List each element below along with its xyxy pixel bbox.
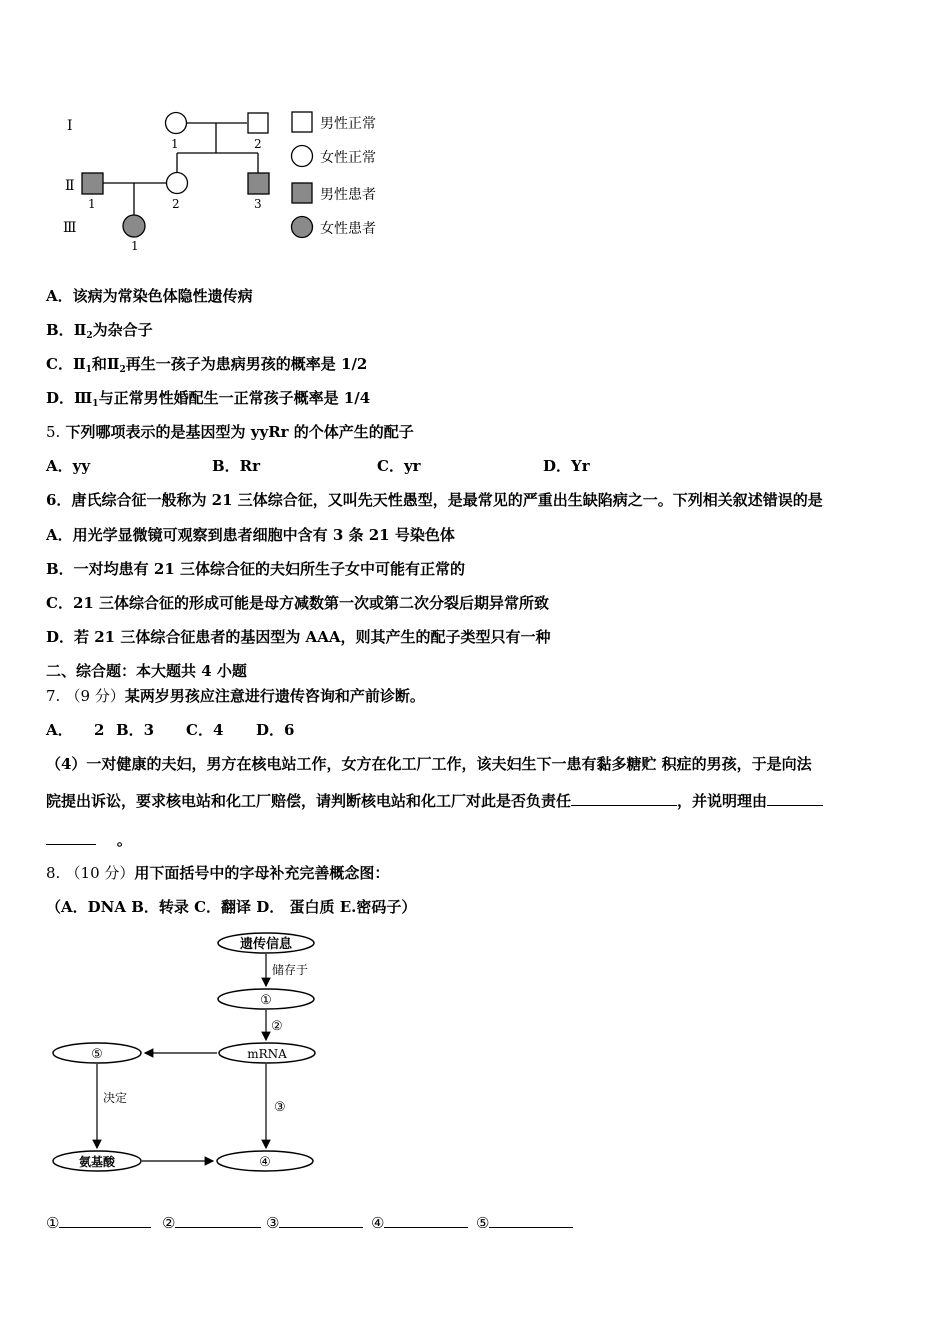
svg-text:④: ④: [259, 1155, 271, 1170]
legend-male-normal: 男性正常: [320, 116, 376, 132]
legend-female-affected: 女性患者: [320, 221, 376, 237]
q7-answer-blank-2[interactable]: [767, 791, 823, 806]
blank-3[interactable]: ③: [266, 1213, 363, 1232]
svg-text:储存于: 储存于: [272, 963, 309, 977]
q7-answer-blank-1[interactable]: [571, 791, 677, 806]
q4-option-b: B．$Ⅱ_2$为杂合子: [46, 321, 153, 341]
legend-male-affected: 男性患者: [320, 187, 376, 203]
svg-text:②: ②: [271, 1019, 283, 1034]
q7-part4-line2: 院提出诉讼，要求核电站和化工厂赔偿，请判断核电站和化工厂对此是否负责任 ，并说明理由: [46, 791, 823, 811]
q5-stem: 5. 下列哪项表示的是基因型为 yyRr 的个体产生的配子: [46, 423, 414, 441]
iii1-female-affected: [123, 215, 145, 237]
num-ii3: 3: [254, 197, 262, 211]
legend-male-affected-symbol: [292, 183, 312, 203]
q7-answer-blank-2-cont[interactable]: [46, 830, 96, 845]
num-i2: 2: [254, 137, 262, 151]
i2-male-normal: [248, 113, 268, 133]
svg-text:氨基酸: 氨基酸: [78, 1155, 116, 1169]
section-2-heading: 二、综合题：本大题共 4 小题: [46, 662, 247, 680]
q6-option-b: B．一对均患有 21 三体综合征的夫妇所生子女中可能有正常的: [46, 560, 465, 578]
gen-label-i: Ⅰ: [67, 118, 73, 134]
q4-option-a: A．该病为常染色体隐性遗传病: [46, 287, 253, 305]
legend-female-normal-symbol: [292, 146, 313, 167]
gen-label-ii: Ⅱ: [65, 178, 75, 194]
pedigree-chart: [55, 105, 400, 255]
q7-stem: 7. （9 分）某两岁男孩应注意进行遗传咨询和产前诊断。: [46, 687, 425, 705]
ii1-male-affected: [82, 173, 103, 194]
gen-label-iii: Ⅲ: [63, 220, 77, 236]
q5-option-b: B．Rr: [212, 457, 261, 475]
num-ii1: 1: [88, 197, 96, 211]
ii3-male-affected: [248, 173, 269, 194]
q6-option-c: C．21 三体综合征的形成可能是母方减数第一次或第二次分裂后期异常所致: [46, 594, 550, 612]
ii2-female-normal: [167, 173, 188, 194]
num-iii1: 1: [131, 239, 139, 253]
concept-diagram: [45, 928, 335, 1178]
svg-text:mRNA: mRNA: [247, 1047, 287, 1061]
q8-stem: 8. （10 分）用下面括号中的字母补充完善概念图：: [46, 864, 390, 882]
svg-text:决定: 决定: [103, 1091, 128, 1105]
q5-option-a: A．yy: [46, 457, 91, 475]
svg-text:遗传信息: 遗传信息: [239, 937, 293, 952]
blank-4[interactable]: ④: [371, 1213, 468, 1232]
q6-stem: 6．唐氏综合征一般称为 21 三体综合征，又叫先天性愚型，是最常见的严重出生缺陷病之一。下列相关叙述错误的是: [46, 491, 823, 509]
q6-option-d: D．若 21 三体综合征患者的基因型为 AAA，则其产生的配子类型只有一种: [46, 628, 551, 646]
legend-female-normal: 女性正常: [320, 150, 376, 166]
blank-2[interactable]: ②: [162, 1213, 261, 1232]
blank-5[interactable]: ⑤: [476, 1213, 573, 1232]
q5-option-c: C．yr: [377, 457, 421, 475]
q4-option-c: C．$Ⅱ_1$和$Ⅱ_2$再生一孩子为患病男孩的概率是 1/2: [46, 355, 368, 375]
q8-choices: （A．DNA B．转录 C．翻译 D． 蛋白质 E.密码子）: [46, 898, 417, 916]
q6-option-a: A．用光学显微镜可观察到患者细胞中含有 3 条 21 号染色体: [46, 526, 455, 544]
legend-female-affected-symbol: [292, 217, 313, 238]
num-i1: 1: [171, 137, 179, 151]
q7-part4-line3: 。: [46, 830, 132, 850]
q4-option-d: D．$Ⅲ_1$与正常男性婚配生一正常孩子概率是 1/4: [46, 389, 371, 409]
svg-text:⑤: ⑤: [91, 1047, 103, 1062]
svg-text:①: ①: [260, 993, 272, 1008]
legend-male-normal-symbol: [292, 112, 312, 132]
svg-text:③: ③: [274, 1100, 286, 1115]
i1-female-normal: [166, 113, 187, 134]
q7-part4-line1: （4）一对健康的夫妇，男方在核电站工作，女方在化工厂工作，该夫妇生下一患有黏多糖贮 积症的男孩，于是向法: [46, 755, 812, 773]
blank-1[interactable]: ①: [46, 1213, 151, 1232]
q5-option-d: D．Yr: [543, 457, 590, 475]
num-ii2: 2: [172, 197, 180, 211]
